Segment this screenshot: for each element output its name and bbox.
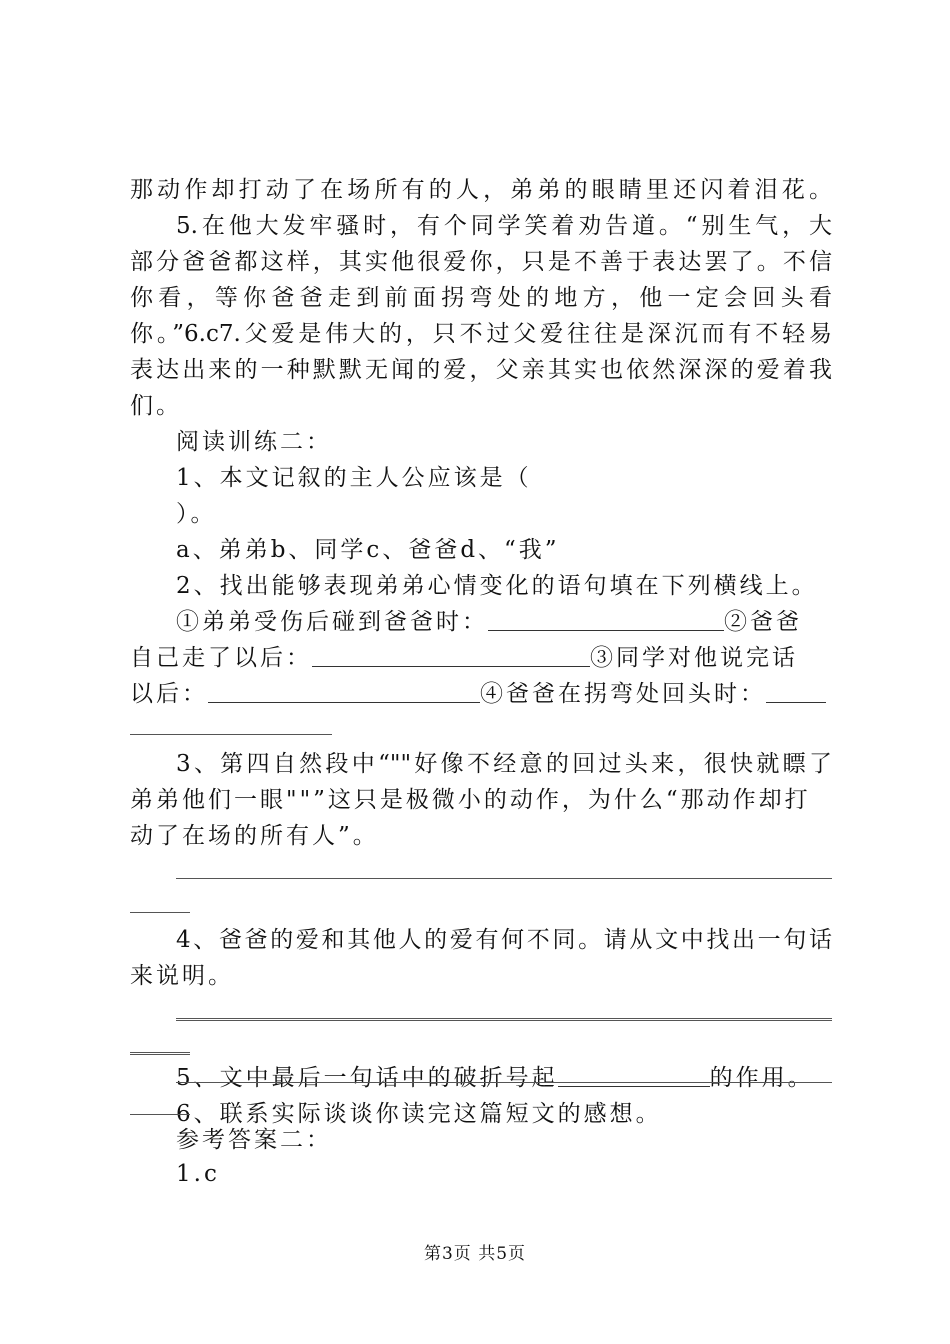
fill-label: ③同学对他说完话 xyxy=(590,645,798,671)
answer-blank[interactable] xyxy=(766,678,826,703)
question-2: 2、找出能够表现弟弟心情变化的语句填在下列横线上。 xyxy=(176,573,818,599)
answer-line[interactable] xyxy=(130,1052,190,1053)
text-line: 部分爸爸都这样，其实他很爱你，只是不善于表达罢了。不信 xyxy=(130,249,832,275)
answer-line[interactable] xyxy=(130,1114,190,1115)
fill-label: ②爸爸 xyxy=(724,609,802,635)
fill-line-2 xyxy=(130,638,832,678)
fill-label: 自己走了以后： xyxy=(130,645,312,671)
fill-line-1 xyxy=(176,602,832,642)
fill-label: ④爸爸在拐弯处回头时： xyxy=(480,681,766,707)
question-6: 6、联系实际谈谈你读完这篇短文的感想。 xyxy=(176,1101,662,1127)
text-line: 那动作却打动了在场所有的人，弟弟的眼睛里还闪着泪花。 xyxy=(130,177,832,203)
question-1-close: ）。 xyxy=(176,501,217,527)
question-3: 3、第四自然段中“""好像不经意的回过头来，很快就瞟了 xyxy=(176,751,832,777)
text-line: 你。”6.c7.父爱是伟大的，只不过父爱往往是深沉而有不轻易 xyxy=(130,321,832,347)
question-3: 弟弟他们一眼""”这只是极微小的动作，为什么“那动作却打 xyxy=(130,787,811,813)
answer-line[interactable] xyxy=(130,1054,190,1055)
page-footer: 第3页 共5页 xyxy=(423,1244,527,1264)
answer-blank[interactable] xyxy=(208,678,480,703)
answer-blank[interactable] xyxy=(312,642,590,667)
fill-label: 以后： xyxy=(130,681,208,707)
answers-title: 参考答案二： xyxy=(176,1127,332,1153)
question-5-text: 的作用。 xyxy=(709,1065,814,1091)
question-1-options: a、弟弟b、同学c、爸爸d、“我” xyxy=(176,537,560,563)
section-heading: 阅读训练二： xyxy=(176,429,332,455)
question-1: 1、本文记叙的主人公应该是（ xyxy=(176,465,532,491)
text-line: 你看，等你爸爸走到前面拐弯处的地方，他一定会回头看 xyxy=(130,285,832,311)
question-4: 来说明。 xyxy=(130,963,234,989)
answer-blank[interactable] xyxy=(558,1062,710,1087)
text-line: 5.在他大发牢骚时，有个同学笑着劝告道。“别生气，大 xyxy=(176,213,832,239)
answer-line[interactable] xyxy=(176,1018,832,1019)
text-line: 表达出来的一种默默无闻的爱，父亲其实也依然深深的爱着我 xyxy=(130,357,832,383)
text-line: 们。 xyxy=(130,393,182,419)
answer-line[interactable] xyxy=(176,1082,832,1083)
answer-blank[interactable] xyxy=(488,606,724,631)
answer-line[interactable] xyxy=(176,1020,832,1021)
answer-blank-continued[interactable] xyxy=(130,734,332,735)
question-3: 动了在场的所有人”。 xyxy=(130,823,379,849)
question-5 xyxy=(176,1058,832,1098)
answer-1: 1.c xyxy=(176,1161,220,1187)
answer-line[interactable] xyxy=(130,912,190,913)
question-5-text: 5、文中最后一句话中的破折号起 xyxy=(176,1065,558,1091)
fill-line-3 xyxy=(130,674,832,714)
question-4: 4、爸爸的爱和其他人的爱有何不同。请从文中找出一句话 xyxy=(176,927,832,953)
answer-line[interactable] xyxy=(176,878,832,879)
fill-label: ①弟弟受伤后碰到爸爸时： xyxy=(176,609,488,635)
